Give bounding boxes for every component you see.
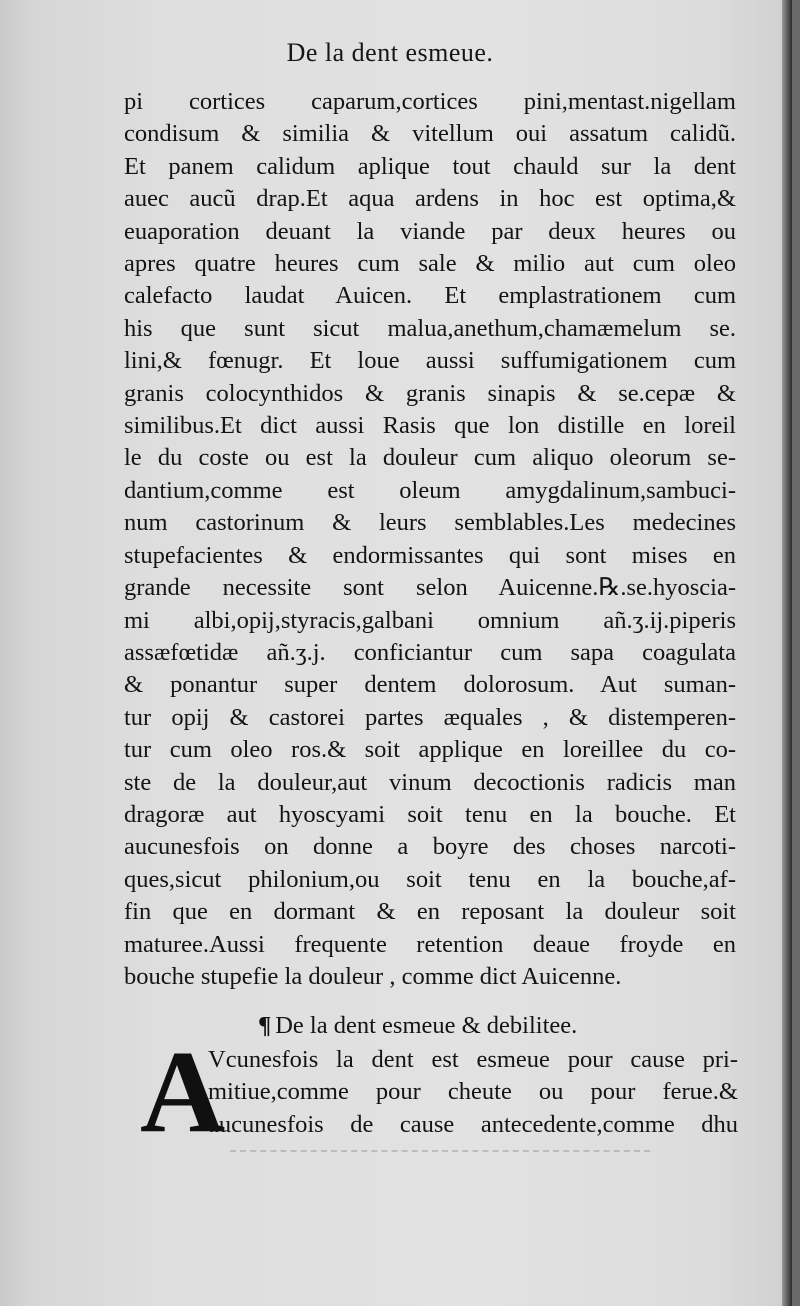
body-line: fin que en dormant & en reposant la douleur soit: [124, 898, 736, 926]
page-edge-shadow: [782, 0, 792, 1306]
drop-cap-initial: A: [140, 1026, 226, 1157]
body-line: aucunesfois on donne a boyre des choses narcoti-: [124, 833, 736, 861]
body-text: [124, 86, 736, 993]
section-line: aucunesfois de cause antecedente,comme dhu: [208, 1110, 738, 1138]
body-line: mi albi,opij,styracis,galbani omnium añ.ʒ.ij.piperis: [124, 606, 736, 634]
body-line: pi cortices caparum,cortices pini,mentast.nigellam: [124, 88, 736, 115]
body-line: assæfœtidæ añ.ʒ.j. conficiantur cum sapa coagulata: [124, 638, 736, 666]
body-line: ques,sicut philonium,ou soit tenu en la bouche,af-: [124, 865, 736, 893]
body-line: apres quatre heures cum sale & milio aut cum oleo: [124, 250, 736, 278]
body-line: le du coste ou est la douleur cum aliquo oleorum se-: [124, 444, 736, 472]
body-line: tur opij & castorei partes æquales , & distemperen-: [124, 703, 736, 731]
body-line: auec aucũ drap.Et aqua ardens in hoc est optima,&: [124, 185, 736, 213]
body-line: dragoræ aut hyoscyami soit tenu en la bouche. Et: [124, 800, 736, 828]
body-line: euaporation deuant la viande par deux heures ou: [124, 217, 736, 245]
body-line: & ponantur super dentem dolorosum. Aut suman-: [124, 671, 736, 699]
body-line: condisum & similia & vitellum oui assatum calidũ.: [124, 120, 736, 148]
section-heading-text: De la dent esmeue & debilitee.: [275, 1012, 578, 1039]
body-line: tur cum oleo ros.& soit applique en loreillee du co-: [124, 736, 736, 764]
pilcrow-icon: ¶: [258, 1012, 272, 1039]
body-line: calefacto laudat Auicen. Et emplastrationem cum: [124, 282, 736, 310]
body-line: maturee.Aussi frequente retention deaue froyde en: [124, 930, 736, 958]
body-line: ste de la douleur,aut vinum decoctionis radicis man: [124, 768, 736, 796]
bleed-through-rule: [230, 1150, 650, 1152]
section-line: Vcunesfois la dent est esmeue pour cause pri-: [208, 1046, 738, 1073]
body-line: similibus.Et dict aussi Rasis que lon distille en loreil: [124, 412, 736, 440]
section-body-text: [208, 1044, 738, 1141]
body-line: stupefacientes & endormissantes qui sont mises en: [124, 541, 736, 569]
body-line: granis colocynthidos & granis sinapis & se.cepæ &: [124, 379, 736, 407]
section-heading: [258, 1010, 718, 1042]
body-line: lini,& fœnugr. Et loue aussi suffumigationem cum: [124, 347, 736, 375]
body-line: grande necessite sont selon Auicenne.℞.se.hyoscia-: [124, 574, 736, 602]
body-line: his que sunt sicut malua,anethum,chamæmelum se.: [124, 314, 736, 342]
body-line: bouche stupefie la douleur , comme dict Auicenne.: [124, 962, 622, 990]
body-line: dantium,comme est oleum amygdalinum,sambuci-: [124, 476, 736, 504]
running-head: De la dent esmeue.: [286, 38, 494, 67]
section-line: mitiue,comme pour cheute ou pour ferue.&: [208, 1078, 738, 1106]
body-line: num castorinum & leurs semblables.Les medecines: [124, 509, 736, 537]
body-line: Et panem calidum aplique tout chauld sur la dent: [124, 152, 736, 180]
